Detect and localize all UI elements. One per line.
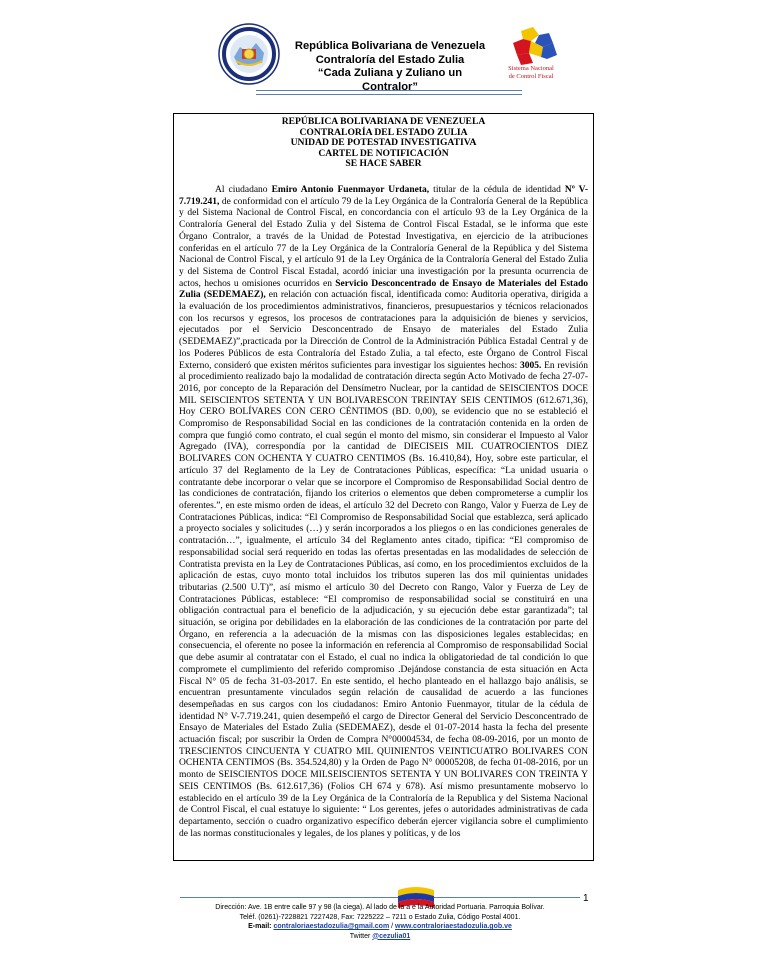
- sistema-nacional-caption: [496, 65, 566, 81]
- header-rule-top: [256, 90, 522, 91]
- notice-paragraph: [179, 185, 588, 840]
- notice-title-block: [174, 117, 593, 170]
- footer: [180, 903, 580, 941]
- email-label: E-mail:: [248, 923, 274, 930]
- title-cartel: CARTEL DE NOTIFICACIÓN: [318, 147, 449, 159]
- finding-text: En revisión al procedimiento realizado bajo la modalidad de contratación directa según Acto Motivado de fecha 27-07-2016, por concepto de la Reparación del Densímetro Nuclear, por la cantidad de SEISCIENTOS DOCE MIL SEISCIENTOS SETENTA Y UN BOLIVARESCON TREINTAY SEIS CENTIMOS (612.671,36), Hoy CERO BOLÍVARES CON CERO CÉNTIMOS (BD. 0,00), se evidencio que no se estableció el Compromiso de Responsabilidad Social en las condiciones de la contratación contenida en la orden de compra que fungió como contrato, el cual según el monto del mismo, sin considerar el Impuesto al Valor Agregado (IVA), correspondía por la cantidad de DIECISEIS MIL CUATROCIENTOS DIEZ BOLIVARES CON OCHENTA Y CUATRO CENTIMOS (Bs. 16.410,84), Hoy, sobre este particular, el artículo 37 del Reglamento de la Ley de Contrataciones Públicas, específica: “La unidad usuaria o contratante debe incorporar o velar que se incorpore el Compromiso de Responsabilidad Social dentro de las condiciones de contratación, fijando los criterios o elementos que deben comprometerse a cumplir los oferentes.”, en este mismo orden de ideas, el artículo 32 del Decreto con Rango, Valor y Fuerza de Ley de Contrataciones Públicas, indica: “El Compromiso de Responsabilidad Social que establezca, será aplicado a proyecto sociales y solicitudes (…) y serán incorporados a los pliegos o en las condiciones generales de contratación…”, igualmente, el artículo 34 del Reglamento antes citado, tipifica: “El compromiso de responsabilidad social será requerido en todas las ofertas presentadas en las modalidades de selección de Contratista prevista en la Ley de Contrataciones Públicas, así como, en los procedimientos excluidos de la aplicación de estas, cuyo monto total incluidos los tributos superen las dos mil quinientas unidades tributarias (2.500 U.T)”, así mismo el artículo 30 del Decreto con Rango, Valor y Fuerza de Ley de Contrataciones Públicas, establece: “El compromiso de responsabilidad social se constituirá en una obligación contractual para el beneficio de la adjudicación, y su ejecución debe estar garantizada”; tal situación, se origina por debilidades en la elaboración de las condiciones de la contratación por parte del Órgano, en referencia a la adecuación de la mismas con las disposiciones legales establecidas; en consecuencia, el oferente no posee la información en referencia al Compromiso de responsabilidad Social que debe asumir al contratatar con el Estado, el cual no indica la obligatoriedad de tal condición lo que compromete el cumplimiento del referido compromiso .Dejándose constancia de esta situación en Acta Fiscal N° 05 de fecha 31-03-2017. En este sentido, el hecho planteado en el hallazgo bajo análisis, se encuentran presuntamente vinculados según relación de causalidad de acuerdo a las funciones desempeñadas en sus cargos con los ciudadanos: Emiro Antonio Fuenmayor, titular de la cédula de identidad N° V-7.719.241, quien desempeñó el cargo de Director General del Servicio Desconcentrado de Ensayo de Materiales del Estado Zulia (SEDEMAEZ), desde el 01-07-2014 hasta la fecha del presente actuación fiscal; por suscribir la Orden de Compra N°00004534, de fecha 08-09-2016, por un monto de TRESCIENTOS CINCUENTA Y CUATRO MIL QUINIENTOS VEINTICUATRO BOLIVARES CON OCHENTA CENTIMOS (Bs. 354.524,80) y la Orden de Pago N° 00005208, de fecha 01-08-2016, por un monto de SEISCIENTOS DOCE MILSEISCIENTOS SETENTA Y UN BOLIVARES CON TREINTA Y SEIS CENTIMOS (Bs. 612.617,36) (Folios CH 674 y 678). Así mismo presuntamente mobservo lo establecido en el artículo 39 de la Ley Orgánica de la Contraloría de la Republica y del Sistema Nacional de Control Fiscal, el cual estatuye lo siguiente: “ Los gerentes, jefes o autoridades administrativas de cada departamento, sección o cuadro organizativo específico deberán ejercer vigilancia sobre el cumplimiento de las normas constitucionales y legales, de los planes y políticas, y de los: [179, 360, 588, 839]
- twitter-label: Twitter: [349, 932, 373, 940]
- email-link[interactable]: contraloriaestadozulia@gmail.com: [273, 923, 390, 930]
- website-link[interactable]: www.contraloriaestadozulia.gob.ve: [395, 923, 512, 930]
- audit-description-text: en relación con actuación fiscal, identificada como: Auditoria operativa, dirigida a la evaluación de los procedimientos administrativos, financieros, presupuestarios y técnicos relacionados con los recursos y egresos, los procesos de contrataciones para la adquisición de bienes y servicios, ejecutados por el Servicio Desconcentrado de Ensayo de materiales del Estado Zulia (SEDEMAEZ)”,practicada por la Dirección de Control de la Administración Pública Estadal Central y de los Poderes Públicos de esta Contraloría del Estado Zulia, a tal efecto, este Órgano de Control Fiscal Externo, consideró que existen méritos suficientes para investigar los siguientes hechos:: [179, 290, 588, 371]
- title-unit: UNIDAD DE POTESTAD INVESTIGATIVA: [290, 137, 477, 149]
- title-contraloria: CONTRALORÍA DEL ESTADO ZULIA: [299, 126, 468, 138]
- entity-name: Servicio Desconcentrado de Ensayo de Materiales del Estado Zulia (SEDEMAEZ),: [179, 278, 588, 301]
- footer-separator: /: [389, 923, 396, 930]
- footer-twitter: [180, 932, 580, 942]
- finding-number: 3005.: [520, 360, 542, 371]
- footer-address: Dirección: Ave. 1B entre calle 97 y 98 (la ciega). Al lado de la a e la Autoridad Portuaria. Parroquia Bolívar.: [215, 904, 545, 911]
- page-number: 1: [583, 893, 589, 904]
- header-rule-bottom: [256, 94, 522, 95]
- recipient-name: Emiro Antonio Fuenmayor Urdaneta,: [271, 185, 430, 195]
- notice-body: [179, 185, 588, 840]
- footer-contact: [180, 922, 580, 932]
- letterhead-text: [290, 40, 490, 94]
- sn-line-2: de Control Fiscal: [508, 73, 554, 80]
- twitter-link[interactable]: @cezulia01: [372, 932, 411, 940]
- intro-text: Al ciudadano: [215, 185, 272, 195]
- title-hace-saber: SE HACE SABER: [345, 158, 422, 170]
- footer-rule: [180, 897, 580, 898]
- header-country: República Bolivariana de Venezuela: [294, 40, 486, 52]
- contraloria-seal-icon: [218, 23, 280, 85]
- letterhead: [0, 0, 768, 100]
- footer-phone: Teléf. (0261)-7228821 7227428, Fax: 7225222 – 7211 o Estado Zulia, Código Postal 4001.: [239, 913, 521, 921]
- header-institution: Contraloría del Estado Zulia: [315, 53, 465, 66]
- header-motto: “Cada Zuliana y Zuliano un Contralor”: [317, 67, 463, 93]
- recipient-id: Nº V- 7.719.241,: [179, 185, 588, 207]
- title-republic: REPÚBLICA BOLIVARIANA DE VENEZUELA: [281, 116, 486, 127]
- sn-line-1: Sistema Nacional: [508, 65, 554, 72]
- legal-basis-text: de conformidad con el artículo 79 de la Ley Orgánica de la Contraloría General de la República y del Sistema Nacional de Control Fiscal, en concordancia con el artículo 93 de la Ley Orgánica de la Contraloría General del Estado Zulia y del Sistema de Control Fiscal Estadal, se le informa que este Órgano Contralor, a través de la Unidad de Potestad Investigativa, en ejercicio de la atribuciones conferidas en el artículo 77 de la Ley Orgánica de la Contraloría General de la República y del Sistema Nacional de Control Fiscal, y el artículo 91 de la Ley Orgánica de la Contraloría General del Estado Zulia y del Sistema de Control Fiscal Estadal, acordó iniciar una investigación por la presunta ocurrencia de actos, hechos u omisiones ocurridos en: [179, 196, 588, 289]
- ci-label: titular de la cédula de identidad: [429, 185, 565, 195]
